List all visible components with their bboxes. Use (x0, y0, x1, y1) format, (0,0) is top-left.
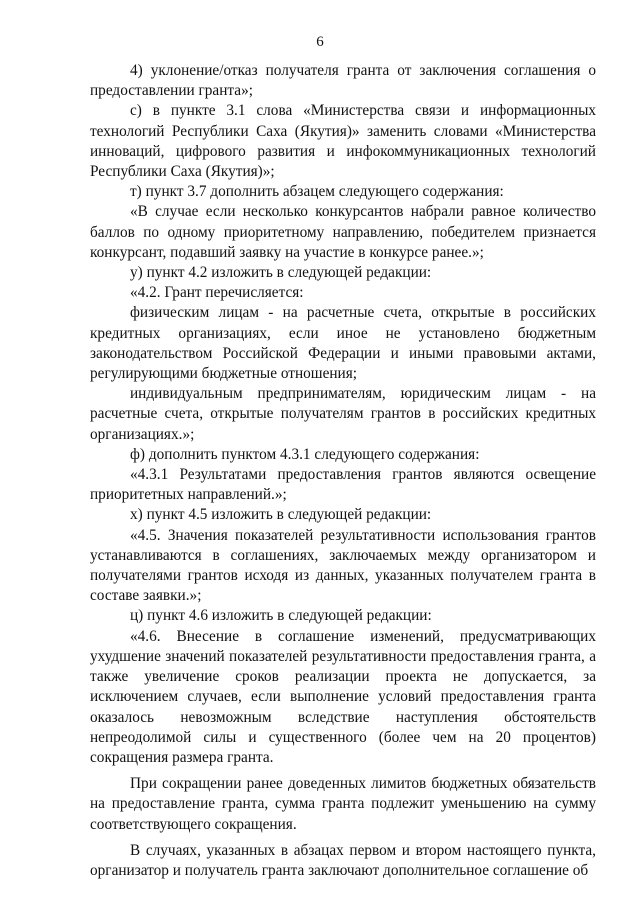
paragraph: В случаях, указанных в абзацах первом и втором настоящего пункта, организатор и получатель гранта заключают дополнительное соглашение об (90, 841, 596, 879)
document-body (90, 61, 596, 881)
paragraph: «4.6. Внесение в соглашение изменений, предусматривающих ухудшение значений показателей результативности предоставления гранта, а также увеличение сроков реализации проекта не допускается, за исключением случаев, если выполнение условий предоставления гранта оказалось невозможным вследствие наступления обстоятельств непреодолимой силы и существенного (более чем на 20 процентов) сокращения размера гранта. (90, 627, 596, 766)
paragraph: «4.2. Грант перечисляется: (130, 284, 304, 302)
paragraph: «4.3.1 Результатами предоставления грантов являются освещение приоритетных направлений.»; (90, 466, 596, 504)
paragraph: «4.5. Значения показателей результативности использования грантов устанавливаются в соглашениях, заключаемых между организатором и получателями грантов исходя из данных, указанных получателем гранта в составе заявки.»; (90, 526, 596, 605)
paragraph: ф) дополнить пунктом 4.3.1 следующего содержания: (130, 445, 480, 463)
paragraph: 4) уклонение/отказ получателя гранта от заключения соглашения о предоставлении гранта»; (90, 62, 596, 100)
paragraph: При сокращении ранее доведенных лимитов бюджетных обязательств на предоставление гранта, сумма гранта подлежит уменьшению на сумму соответствующего сокращения. (90, 775, 596, 833)
paragraph: с) в пункте 3.1 слова «Министерства связи и информационных технологий Республики Саха (Якутия)» заменить словами «Министерства инноваций, цифрового развития и инфокоммуникационных технологий Республики Саха (Якутия)»; (90, 102, 596, 181)
page-number: 6 (316, 34, 324, 50)
paragraph: т) пункт 3.7 дополнить абзацем следующего содержания: (130, 183, 504, 201)
paragraph: индивидуальным предпринимателям, юридическим лицам - на расчетные счета, открытые получателям грантов в российских кредитных организациях.»; (90, 385, 596, 443)
paragraph: «В случае если несколько конкурсантов набрали равное количество баллов по одному приоритетному направлению, победителем признается конкурсант, подавший заявку на участие в конкурсе ранее.»; (90, 203, 596, 261)
paragraph: ц) пункт 4.6 изложить в следующей редакции: (130, 607, 432, 625)
paragraph: у) пункт 4.2 изложить в следующей редакции: (130, 264, 432, 282)
paragraph: физическим лицам - на расчетные счета, открытые в российских кредитных организациях, если иное не установлено бюджетным законодательством Российской Федерации и иными правовыми актами, регулирующими бюджетные отношения; (90, 304, 596, 383)
paragraph: х) пункт 4.5 изложить в следующей редакции: (130, 506, 432, 524)
